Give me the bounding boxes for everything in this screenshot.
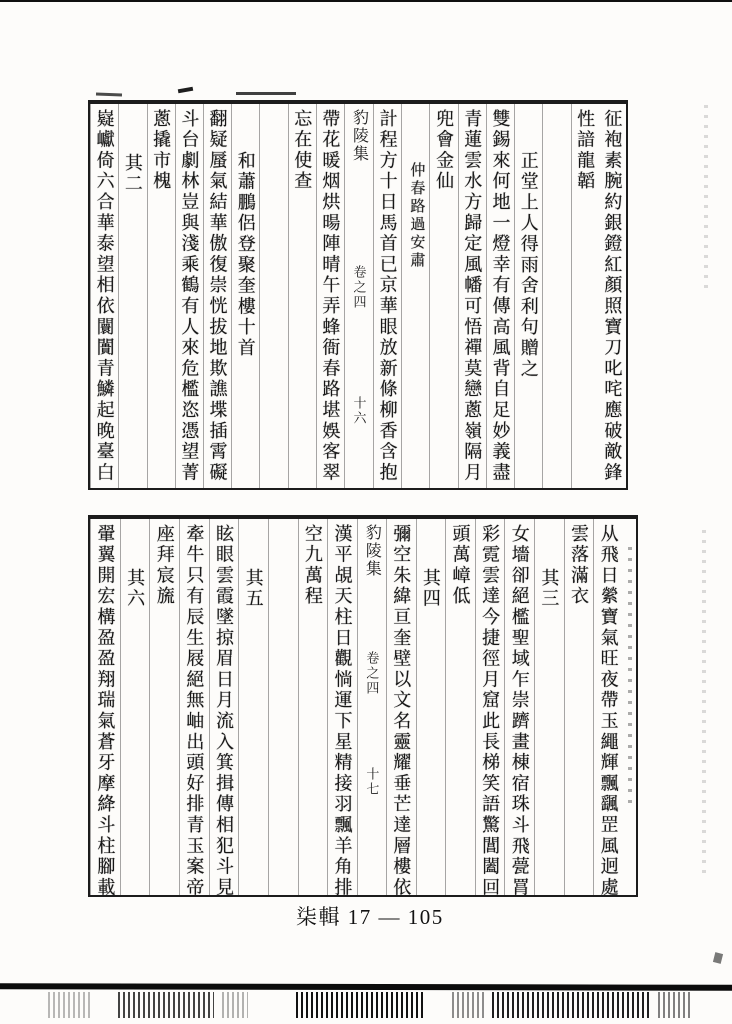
- poem-title: 正堂上人得雨舍利句贈之: [518, 151, 539, 380]
- stanza-header-column: [416, 519, 446, 895]
- poem-text: 帶花暖烟烘暘陣晴午弄蜂衙春路堪娛客翠: [320, 109, 341, 484]
- stanza-header-column: [120, 519, 150, 895]
- stanza-header: 其四: [420, 568, 441, 610]
- poem-column: [90, 104, 118, 488]
- scan-noise-streaks: [48, 992, 92, 1018]
- poem-text: 翬翼開宏構盈盈翔瑞氣蒼牙摩絳斗柱腳載: [95, 524, 116, 899]
- poem-column: [179, 519, 209, 899]
- stanza-header: 其二: [122, 153, 143, 195]
- banxin-column: [344, 104, 373, 488]
- poem-text: 座拜宸旒: [154, 524, 175, 608]
- poem-text: 計程方十日馬首已京華眼放新條柳香含抱: [377, 109, 398, 484]
- scan-noise-streaks: [492, 992, 650, 1018]
- poem-column: [149, 519, 179, 895]
- poem-column: [288, 104, 316, 488]
- poem-text: 翻疑蜃氣結華傲復崇恍拔地欺譙堞插霄礙: [207, 109, 228, 484]
- poem-text: 空九萬程: [302, 524, 323, 608]
- poem-column: [445, 519, 475, 895]
- volume-label: 卷之四: [364, 650, 380, 696]
- folio-number: 十七: [364, 767, 380, 798]
- folio-number: 十六: [351, 395, 367, 426]
- poem-title: 和蕭鵬侶登聚奎樓十首: [235, 151, 256, 359]
- poem-text: 漢平覘天柱日觀惝運下星精接羽飄羊角排: [332, 524, 353, 899]
- speck-column: [623, 519, 636, 895]
- stanza-header-column: [118, 104, 146, 488]
- stanza-header: 其五: [243, 568, 264, 610]
- scan-noise-streaks: [296, 992, 426, 1018]
- poem-subtitle: 仲春路過安肅: [408, 162, 425, 270]
- bleed-through-marks: [704, 105, 708, 295]
- poem-text: 牽牛只有辰生屐絕無岫出頭好排青玉案帝: [184, 524, 205, 899]
- poem-text: 女墻卻絕檻聖域乍崇躋畫棟宿珠斗飛甍罥: [509, 524, 530, 899]
- poem-text: 征袍素腕約銀鐙紅顏照寶刀叱咤應破敵鋒: [602, 109, 623, 484]
- poem-column: [147, 104, 175, 488]
- page-block-folio-16: [88, 100, 628, 490]
- poem-column: [386, 519, 416, 899]
- poem-text: 青蓮雲水方歸定風幡可悟禪莫戀蔥嶺隔月: [462, 109, 483, 484]
- scanner-black-bar: [0, 983, 732, 991]
- book-title: 豹陵集: [350, 109, 368, 163]
- poem-text: 雲落滿衣: [569, 524, 590, 608]
- empty-column: [259, 104, 287, 488]
- poem-column: [475, 519, 505, 899]
- poem-column: [298, 519, 328, 895]
- ink-smudge: [96, 93, 122, 97]
- poem-column: [175, 104, 203, 488]
- poem-text: 雙錫來何地一燈幸有傳高風背自足妙義盡: [490, 109, 511, 484]
- poem-text: 从飛日縈寶氣旺夜帶玉繩輝飄颻罡風迥處: [598, 524, 619, 899]
- poem-text: 頭萬嶂低: [450, 524, 471, 608]
- poem-text: 性諳龍韜: [575, 109, 596, 193]
- poem-text: 蔥撬市槐: [151, 109, 172, 193]
- scan-noise-streaks: [658, 992, 692, 1018]
- poem-column: [564, 519, 594, 895]
- volume-label: 卷之四: [351, 265, 367, 311]
- empty-column: [268, 519, 298, 895]
- bleed-through-marks: [628, 547, 632, 810]
- poem-text: 兜會金仙: [434, 109, 455, 193]
- scan-noise-streaks: [118, 992, 214, 1018]
- poem-column: [504, 519, 534, 899]
- poem-column: [203, 104, 231, 488]
- stanza-header: 其三: [539, 568, 560, 610]
- poem-column: [599, 104, 626, 488]
- poem-column: [458, 104, 486, 488]
- scan-edge-line: [0, 0, 732, 2]
- poem-text: 嶷巘倚六合華泰望相依闤闠青鱗起晚臺白: [94, 109, 115, 484]
- stanza-header: 其六: [125, 568, 146, 610]
- poem-subtitle-column: [401, 104, 429, 488]
- poem-column: [571, 104, 599, 488]
- ink-smudge: [236, 92, 296, 95]
- poem-column: [209, 519, 239, 899]
- scan-edge-mark: [713, 952, 723, 964]
- poem-text: 忘在使查: [292, 109, 313, 193]
- poem-column: [429, 104, 457, 488]
- poem-text: 彩霓雲達今捷徑月窟此長梯笑語驚閶闔回: [480, 524, 501, 899]
- poem-column: [486, 104, 514, 488]
- bleed-through-marks: [702, 530, 706, 880]
- ink-smudge: [178, 87, 193, 94]
- poem-title-column: [231, 104, 259, 488]
- poem-text: 斗台劇林豈與淺乘鶴有人來危檻恣憑望菁: [179, 109, 200, 484]
- poem-column: [316, 104, 344, 488]
- scan-noise-streaks: [222, 992, 248, 1018]
- poem-column: [90, 519, 120, 899]
- poem-column: [593, 519, 623, 899]
- poem-text: 眩眼雲霞墜掠眉日月流入箕揖傳相犯斗見: [213, 524, 234, 899]
- page-block-folio-17: [88, 515, 638, 897]
- book-title: 豹陵集: [363, 524, 381, 578]
- volume-page-caption: 柒輯 17 — 105: [296, 905, 444, 929]
- stanza-header-column: [534, 519, 564, 895]
- poem-text: 彌空朱緯亘奎壁以文名靈耀垂芒達層樓依: [391, 524, 412, 899]
- poem-title-column: [514, 104, 542, 488]
- poem-column: [327, 519, 357, 899]
- poem-column: [373, 104, 401, 488]
- stanza-header-column: [238, 519, 268, 895]
- empty-column: [542, 104, 570, 488]
- scan-noise-streaks: [452, 992, 484, 1018]
- banxin-column: [357, 519, 386, 895]
